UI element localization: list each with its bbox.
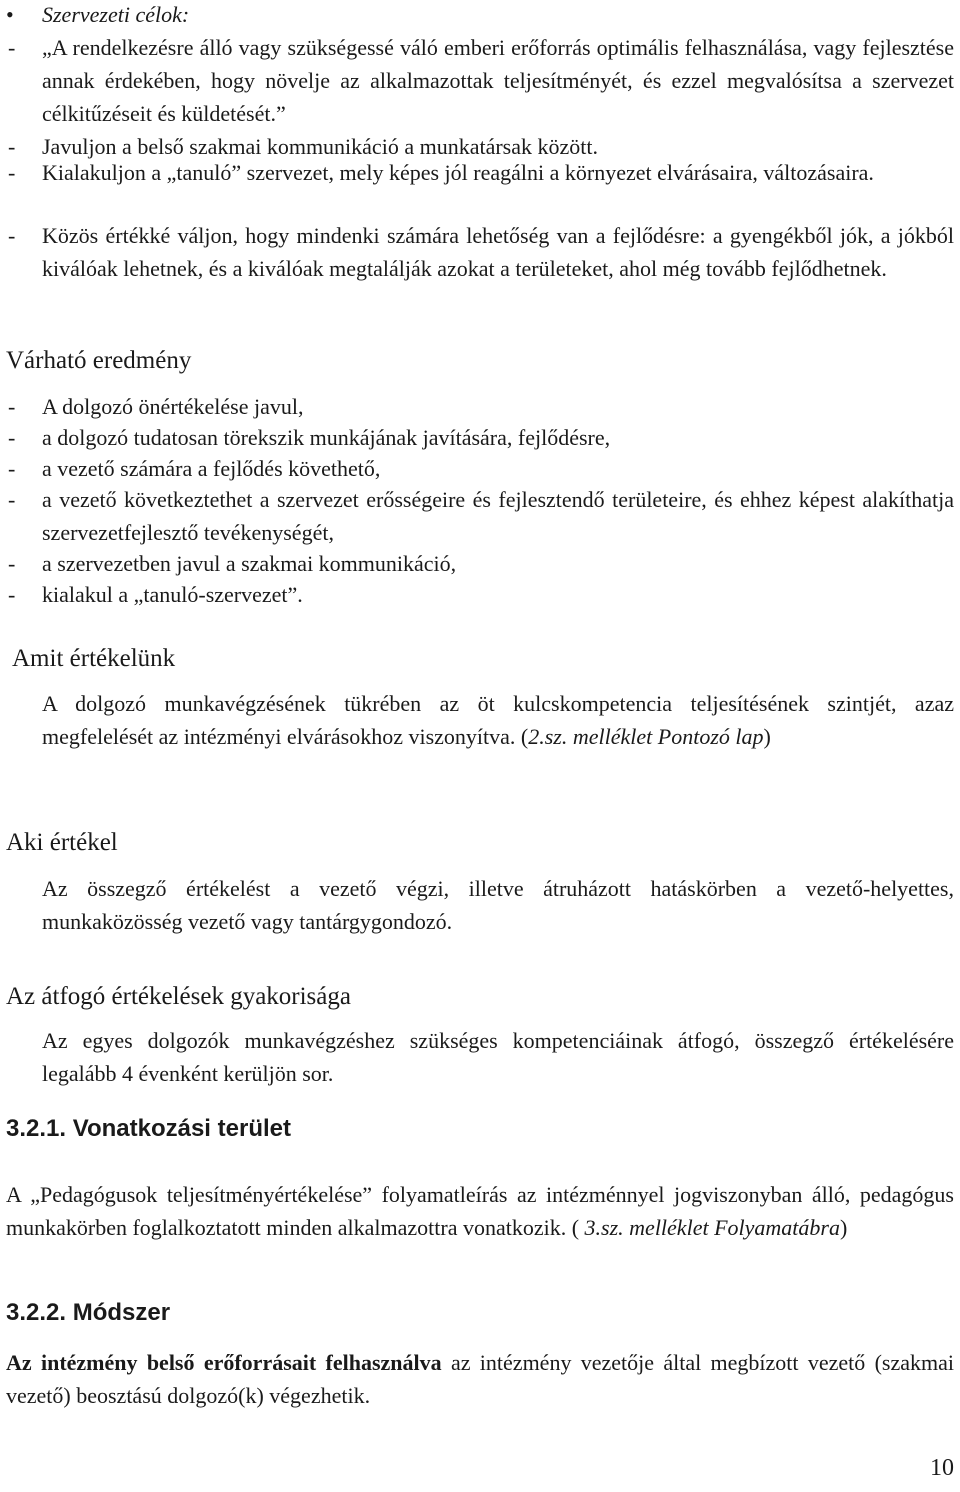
section-heading: 3.2.2. Módszer xyxy=(6,1299,171,1326)
dash-marker: - xyxy=(8,425,16,450)
paragraph-text: A „Pedagógusok teljesítményértékelése” folyamatleírás az intézménnyel jogviszonyban álló, pedagógus munkakörben foglalkoztatott minden alkalmazottra vonatkozik. ( xyxy=(6,1182,954,1240)
page-number: 10 xyxy=(930,1455,954,1481)
list-item xyxy=(8,578,954,611)
paragraph xyxy=(42,687,954,753)
list-item xyxy=(8,452,954,485)
list-item xyxy=(8,219,954,285)
section-heading: Az átfogó értékelések gyakorisága xyxy=(6,983,351,1010)
list-item-text: a vezető számára a fejlődés követhető, xyxy=(42,456,381,481)
list-item xyxy=(8,483,954,549)
paragraph: Az egyes dolgozók munkavégzéshez szükséges kompetenciáinak átfogó, összegző értékelésére legalább 4 évenként kerüljön sor. xyxy=(42,1028,954,1086)
list-item xyxy=(8,547,954,580)
section-heading: Várható eredmény xyxy=(6,347,192,374)
dash-marker: - xyxy=(8,134,16,159)
list-item-text: „A rendelkezésre álló vagy szükségessé váló emberi erőforrás optimális felhasználása, vagy fejlesztése annak érdekében, hogy növelje az alkalmazottak teljesítményét, és ezzel megvalósítsa a szervezet célkitűzéseit és küldetését.” xyxy=(42,35,954,126)
bullet-icon: • xyxy=(6,2,14,27)
list-item-text: A dolgozó önértékelése javul, xyxy=(42,394,304,419)
paragraph xyxy=(6,1346,954,1412)
paragraph-bold-text: Az intézmény belső erőforrásait felhasználva xyxy=(6,1350,442,1375)
paragraph-text: az intézmény vezetője által megbízott vezető (szakmai vezető) beosztású dolgozó(k) végezhetik. xyxy=(6,1350,954,1408)
paragraph: Az összegző értékelést a vezető végzi, illetve átruházott hatáskörben a vezető-helyettes, munkaközösség vezető vagy tantárgygondozó. xyxy=(42,876,954,934)
list-item-text: a dolgozó tudatosan törekszik munkájának javítására, fejlődésre, xyxy=(42,425,611,450)
dash-marker: - xyxy=(8,394,16,419)
list-item-text: Közös értékké váljon, hogy mindenki számára lehetőség van a fejlődésre: a gyengékből jók, a jókból kiválóak lehetnek, és a kiválóak megtalálják azokat a területeket, ahol még tovább fejlődhetnek. xyxy=(42,223,954,281)
list-item-text: Kialakuljon a „tanuló” szervezet, mely képes jól reagálni a környezet elvárásaira, változásaira. xyxy=(42,160,874,185)
list-item xyxy=(8,421,954,454)
dash-marker: - xyxy=(8,160,16,185)
paragraph-text: A dolgozó munkavégzésének tükrében az öt kulcskompetencia teljesítésének szintjét, azaz megfelelését az intézményi elvárásokhoz viszonyítva. ( xyxy=(42,691,954,749)
dash-marker: - xyxy=(8,35,16,60)
bullet-list-item xyxy=(6,0,954,31)
section-heading: 3.2.1. Vonatkozási terület xyxy=(6,1115,291,1142)
bullet-title: Szervezeti célok: xyxy=(42,2,190,27)
list-item xyxy=(8,156,954,189)
list-item xyxy=(8,390,954,423)
dash-marker: - xyxy=(8,223,16,248)
dash-marker: - xyxy=(8,551,16,576)
reference-italic: 2.sz. melléklet Pontozó lap xyxy=(528,724,764,749)
list-item-text: Javuljon a belső szakmai kommunikáció a munkatársak között. xyxy=(42,134,598,159)
paragraph-text-end: ) xyxy=(763,724,771,749)
reference-italic: 3.sz. melléklet Folyamatábra xyxy=(584,1215,840,1240)
list-item xyxy=(8,31,954,130)
dash-marker: - xyxy=(8,582,16,607)
list-item-text: a vezető következtethet a szervezet erősségeire és fejlesztendő területeire, és ehhez képest alakíthatja szervezetfejlesztő tevékenységét, xyxy=(42,487,954,545)
section-heading: Amit értékelünk xyxy=(12,645,176,672)
list-item-text: kialakul a „tanuló-szervezet”. xyxy=(42,582,303,607)
paragraph xyxy=(6,1178,954,1244)
dash-marker: - xyxy=(8,456,16,481)
paragraph-text-end: ) xyxy=(839,1215,848,1240)
dash-marker: - xyxy=(8,487,16,512)
section-heading: Aki értékel xyxy=(6,829,118,856)
list-item-text: a szervezetben javul a szakmai kommunikáció, xyxy=(42,551,457,576)
